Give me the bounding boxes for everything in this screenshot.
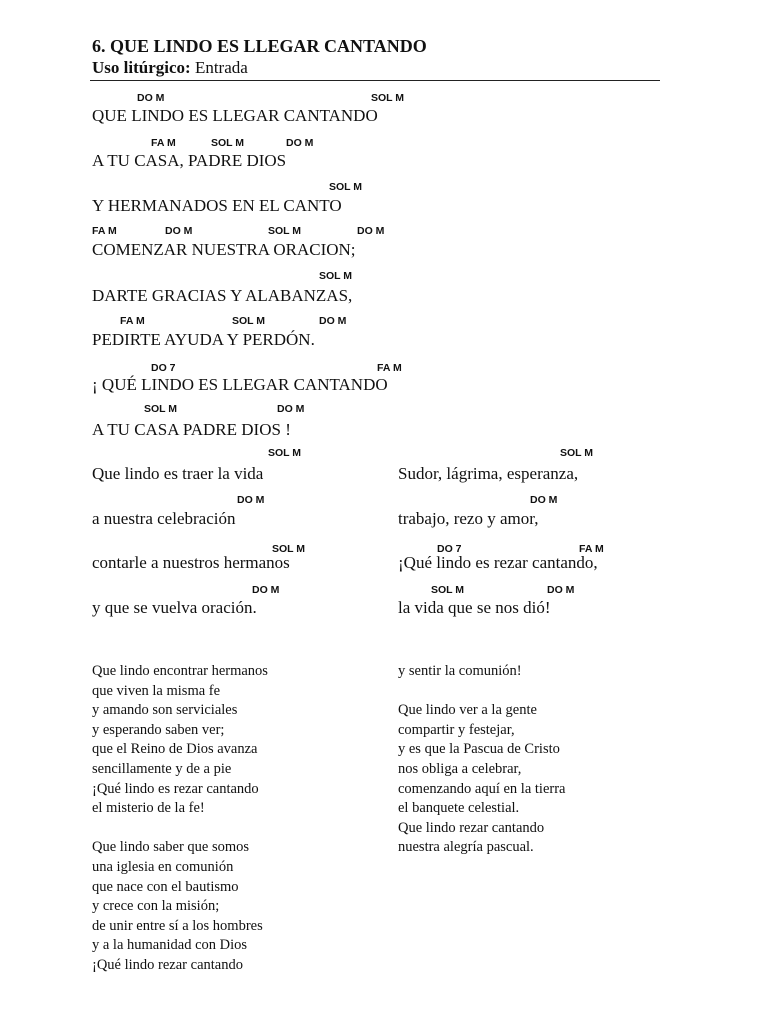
chord: DO M xyxy=(530,494,558,506)
stanza-line: comenzando aquí en la tierra xyxy=(398,780,566,797)
lyric-line: QUE LINDO ES LLEGAR CANTANDO xyxy=(92,106,378,125)
chord: SOL M xyxy=(319,270,353,282)
stanza-line: y es que la Pascua de Cristo xyxy=(398,741,560,758)
stanza-line: una iglesia en comunión xyxy=(92,858,234,875)
lyric-line: Que lindo es traer la vida xyxy=(92,464,264,483)
lyric-line: ¡ QUÉ LINDO ES LLEGAR CANTANDO xyxy=(92,375,388,394)
chord: SOL M xyxy=(560,447,594,459)
lyric-line: A TU CASA PADRE DIOS ! xyxy=(92,420,291,439)
lyric-line: Sudor, lágrima, esperanza, xyxy=(398,464,579,483)
chord: DO M xyxy=(547,584,575,596)
chord: DO M xyxy=(319,315,347,327)
liturgical-use xyxy=(92,58,248,78)
stanza-line: y amando son serviciales xyxy=(92,702,238,719)
chord: SOL M xyxy=(144,403,178,415)
chord: FA M xyxy=(579,543,604,555)
chord: DO M xyxy=(277,403,305,415)
chord: SOL M xyxy=(371,92,405,104)
lyric-line: trabajo, rezo y amor, xyxy=(398,509,539,528)
chord: FA M xyxy=(120,315,145,327)
stanza-line: el misterio de la fe! xyxy=(92,800,205,817)
lyric-line: ¡Qué lindo es rezar cantando, xyxy=(398,553,598,572)
liturgical-use-label: Uso litúrgico: xyxy=(92,58,191,77)
stanzas-right-column xyxy=(398,662,565,858)
song-title: 6. QUE LINDO ES LLEGAR CANTANDO xyxy=(92,36,427,56)
stanza-line: nuestra alegría pascual. xyxy=(398,839,534,856)
stanza-line: Que lindo ver a la gente xyxy=(398,702,537,719)
lyric-line: A TU CASA, PADRE DIOS xyxy=(92,151,287,170)
chord: SOL M xyxy=(272,543,306,555)
chord: SOL M xyxy=(211,137,245,149)
chord: FA M xyxy=(151,137,176,149)
stanzas-left-column xyxy=(92,662,268,976)
lyric-line: COMENZAR NUESTRA ORACION; xyxy=(92,240,356,259)
stanza-line: compartir y festejar, xyxy=(398,721,515,738)
chord: SOL M xyxy=(329,181,363,193)
lyric-line: DARTE GRACIAS Y ALABANZAS, xyxy=(92,286,353,305)
chord: FA M xyxy=(377,362,402,374)
chord: SOL M xyxy=(431,584,465,596)
chord: SOL M xyxy=(268,225,302,237)
stanza-line: ¡Qué lindo es rezar cantando xyxy=(92,780,259,797)
lyric-line: y que se vuelva oración. xyxy=(92,598,257,617)
chord: DO 7 xyxy=(437,543,462,555)
chord: DO M xyxy=(357,225,385,237)
stanza-line: el banquete celestial. xyxy=(398,800,520,817)
stanza-line: que el Reino de Dios avanza xyxy=(92,741,258,758)
stanza-line: que viven la misma fe xyxy=(92,682,221,699)
stanza-line: sencillamente y de a pie xyxy=(92,760,232,777)
lyric-line: a nuestra celebración xyxy=(92,509,236,528)
stanza-line: que nace con el bautismo xyxy=(92,878,239,895)
lyric-line: Y HERMANADOS EN EL CANTO xyxy=(92,196,342,215)
lyric-line: contarle a nuestros hermanos xyxy=(92,553,290,572)
lyric-line: la vida que se nos dió! xyxy=(398,598,551,617)
chord: SOL M xyxy=(268,447,302,459)
stanza-line: nos obliga a celebrar, xyxy=(398,760,522,777)
stanza-line: y a la humanidad con Dios xyxy=(92,937,248,954)
chord: DO M xyxy=(252,584,280,596)
stanza-line: Que lindo saber que somos xyxy=(92,839,250,856)
lyric-line: PEDIRTE AYUDA Y PERDÓN. xyxy=(92,330,315,349)
chord: DO M xyxy=(137,92,165,104)
liturgical-use-value: Entrada xyxy=(194,58,248,77)
stanza-line: de unir entre sí a los hombres xyxy=(92,917,263,934)
stanza-line: y esperando saben ver; xyxy=(92,721,225,738)
stanza-line: y crece con la misión; xyxy=(92,898,220,915)
chord: SOL M xyxy=(232,315,266,327)
chord: DO M xyxy=(286,137,314,149)
chord: DO M xyxy=(165,225,193,237)
stanza-line: ¡Qué lindo rezar cantando xyxy=(92,956,243,973)
stanza-line: Que lindo encontrar hermanos xyxy=(92,663,268,679)
header-divider xyxy=(90,80,660,81)
stanza-spacer xyxy=(92,819,268,839)
chord: DO 7 xyxy=(151,362,176,374)
stanza-line: y sentir la comunión! xyxy=(398,663,522,679)
stanza-line: Que lindo rezar cantando xyxy=(398,819,545,836)
stanza-spacer xyxy=(398,682,565,702)
chord: DO M xyxy=(237,494,265,506)
chord: FA M xyxy=(92,225,117,237)
